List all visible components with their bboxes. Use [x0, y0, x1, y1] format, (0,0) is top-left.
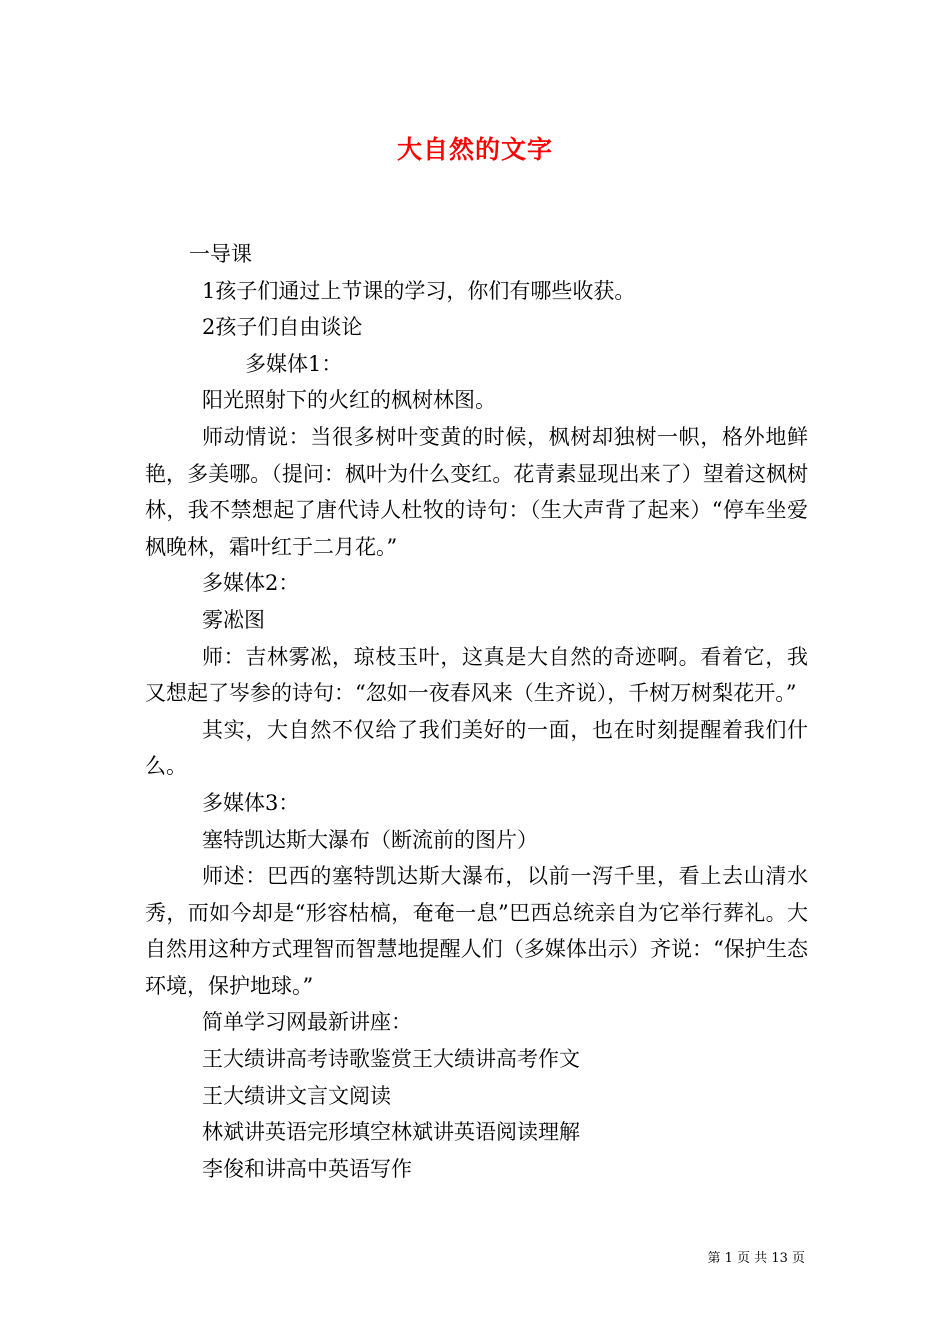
multimedia-label-3: 多媒体3： [202, 790, 300, 815]
paragraph-teacher-waterfall: 师述：巴西的塞特凯达斯大瀑布，以前一泻千里，看上去山清水秀，而如今却是“形容枯槁，奄奄一息”巴西总统亲自为它举行葬礼。大自然用这种方式理智而智慧地提醒人们（多媒体出示）齐说：“保护生态环境，保护地球。” [145, 864, 808, 998]
paragraph-discussion: 2孩子们自由谈论 [202, 315, 363, 340]
page-number-footer: 第 1 页 共 13 页 [707, 1251, 805, 1266]
paragraph-waterfall-image: 塞特凯达斯大瀑布（断流前的图片） [202, 827, 538, 852]
section-heading-intro: 一导课 [189, 242, 252, 266]
paragraph-lecture-4: 李俊和讲高中英语写作 [202, 1156, 412, 1181]
paragraph-lecture-1: 王大绩讲高考诗歌鉴赏王大绩讲高考作文 [202, 1047, 580, 1072]
paragraph-lectures-heading: 简单学习网最新讲座： [202, 1010, 412, 1035]
paragraph-teacher-maple: 师动情说：当很多树叶变黄的时候，枫树却独树一帜，格外地鲜艳，多美哪。（提问：枫叶为什么变红。花青素显现出来了）望着这枫树林，我不禁想起了唐代诗人杜牧的诗句：（生大声背了起来）“停车坐爱枫晚林，霜叶红于二月花。” [145, 424, 808, 559]
paragraph-question: 1孩子们通过上节课的学习，你们有哪些收获。 [202, 278, 636, 303]
multimedia-label-2: 多媒体2： [202, 571, 300, 596]
page-title: 大自然的文字 [396, 135, 553, 164]
paragraph-reminder: 其实，大自然不仅给了我们美好的一面，也在时刻提醒着我们什么。 [145, 717, 808, 779]
paragraph-lecture-3: 林斌讲英语完形填空林斌讲英语阅读理解 [202, 1120, 580, 1145]
paragraph-lecture-2: 王大绩讲文言文阅读 [202, 1083, 391, 1108]
paragraph-rime-image: 雾凇图 [202, 607, 265, 632]
paragraph-teacher-rime: 师：吉林雾凇，琼枝玉叶，这真是大自然的奇迹啊。看着它，我又想起了岑参的诗句：“忽如一夜春风来（生齐说），千树万树梨花开。” [145, 644, 808, 706]
paragraph-maple-image: 阳光照射下的火红的枫树林图。 [202, 388, 496, 413]
document-body [145, 236, 808, 1187]
multimedia-label-1: 多媒体1： [245, 351, 343, 376]
